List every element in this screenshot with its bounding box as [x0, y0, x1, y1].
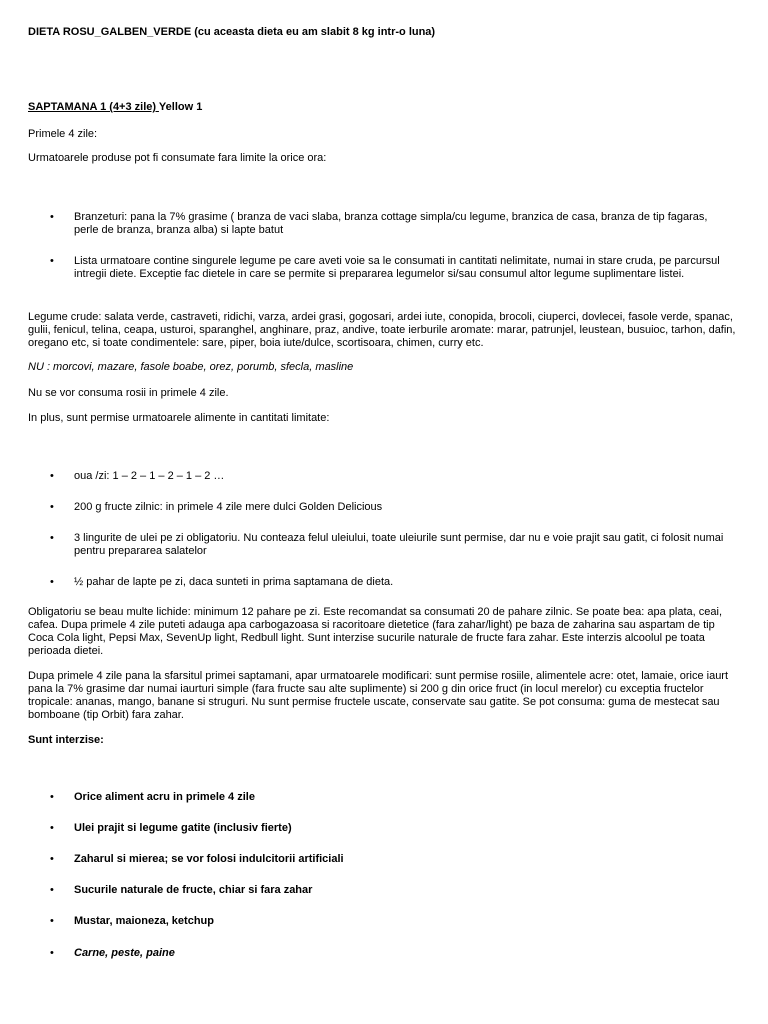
forbidden-meat-fish-bread: Carne, peste, paine	[74, 947, 175, 959]
bullet-marker: •	[50, 915, 54, 927]
forbidden-condiments: Mustar, maioneza, ketchup	[74, 915, 214, 927]
forbidden-sour-food: Orice aliment acru in primele 4 zile	[74, 791, 255, 803]
bullet-marker: •	[50, 884, 54, 896]
bullet-marker: •	[50, 532, 54, 544]
bullet-marker: •	[50, 576, 54, 588]
week1-heading-underlined: SAPTAMANA 1 (4+3 zile)	[28, 101, 159, 113]
after-four-days-paragraph: Dupa primele 4 zile pana la sfarsitul primei saptamani, apar urmatoarele modificari: sunt permise rosiile, alimentele acre: otet, lamaie, orice iaurt pana la 7% grasime dar numai iaurturi simple (fara fructe sau alte suplimente) si 200 g din orice fruct (in locul merelor) cu exceptia fructelor tropicale: ananas, mango, banane si struguri. Nu sunt permise fructele uscate, conservate sau gatite. Se pot consuma: guma de mestecat sau bomboane (tip Orbit) fara zahar.	[28, 670, 729, 721]
bullet-marker: •	[50, 255, 54, 267]
forbidden-heading: Sunt interzise:	[28, 734, 104, 746]
limited-intro: In plus, sunt permise urmatoarele alimente in cantitati limitate:	[28, 412, 330, 424]
bullet-fruit: 200 g fructe zilnic: in primele 4 zile mere dulci Golden Delicious	[74, 501, 383, 513]
week1-heading	[28, 101, 742, 114]
bullet-marker: •	[50, 853, 54, 865]
tomatoes-note: Nu se vor consuma rosii in primele 4 zile.	[28, 387, 229, 399]
liquids-paragraph: Obligatoriu se beau multe lichide: minimum 12 pahare pe zi. Este recomandat sa consumati 20 de pahare zilnic. Se poate bea: apa plata, ceai, cafea. Dupa primele 4 zile puteti adauga apa carbogazoasa si racoritoare dietetice (fara zahar/light) pe baza de zaharina sau aspartam de tip Coca Cola light, Pepsi Max, SevenUp light, Redbull light. Sunt interzise sucurile naturale de fructe fara zahar. Este interzis alcoolul pe toata perioada dietei.	[28, 606, 723, 657]
bullet-marker: •	[50, 211, 54, 223]
bullet-marker: •	[50, 947, 54, 959]
bullet-cheese: Branzeturi: pana la 7% grasime ( branza de vaci slaba, branza cottage simpla/cu legume, branzica de casa, branza de tip fagaras, perle de branza, branza alba) si lapte batut	[74, 211, 708, 236]
forbidden-sugar-honey: Zaharul si mierea; se vor folosi indulcitorii artificiali	[74, 853, 344, 865]
forbidden-fried-oil: Ulei prajit si legume gatite (inclusiv fierte)	[74, 822, 292, 834]
week1-heading-label: Yellow 1	[158, 101, 203, 113]
bullet-marker: •	[50, 501, 54, 513]
not-allowed-line: NU : morcovi, mazare, fasole boabe, orez, porumb, sfecla, masline	[28, 361, 354, 373]
bullet-marker: •	[50, 791, 54, 803]
bullet-eggs: oua /zi: 1 – 2 – 1 – 2 – 1 – 2 …	[74, 470, 225, 482]
document-title: DIETA ROSU_GALBEN_VERDE (cu aceasta dieta eu am slabit 8 kg intr-o luna)	[28, 26, 436, 38]
first-four-days-label: Primele 4 zile:	[28, 128, 98, 140]
forbidden-juices: Sucurile naturale de fructe, chiar si fara zahar	[74, 884, 313, 896]
bullet-vegetables: Lista urmatoare contine singurele legume pe care aveti voie sa le consumati in cantitati nelimitate, numai in stare cruda, pe parcursul intregii diete. Exceptie fac dietele in care se permite si prepararea legumelor si/sau consumul altor legume suplimentare listei.	[74, 255, 720, 280]
bullet-oil: 3 lingurite de ulei pe zi obligatoriu. Nu conteaza felul uleiului, toate uleiurile sunt permise, dar nu e voie prajit sau gatit, ci folosit numai pentru prepararea salatelor	[74, 532, 724, 557]
unlimited-intro: Urmatoarele produse pot fi consumate fara limite la orice ora:	[28, 152, 327, 164]
bullet-milk: ½ pahar de lapte pe zi, daca sunteti in prima saptamana de dieta.	[74, 576, 394, 588]
bullet-marker: •	[50, 470, 54, 482]
bullet-marker: •	[50, 822, 54, 834]
raw-vegetables-paragraph: Legume crude: salata verde, castraveti, ridichi, varza, ardei grasi, gogosari, ardei iute, conopida, brocoli, ciuperci, dovlecei, fasole verde, spanac, gulii, fenicul, telina, ceapa, usturoi, sparanghel, anghinare, praz, andive, toate ierburile aromate: marar, patrunjel, leustean, busuioc, tarhon, dafin, oregano etc, si toate condimentele: sare, piper, boia iute/dulce, scortisoara, chimen, curry etc.	[28, 311, 736, 349]
